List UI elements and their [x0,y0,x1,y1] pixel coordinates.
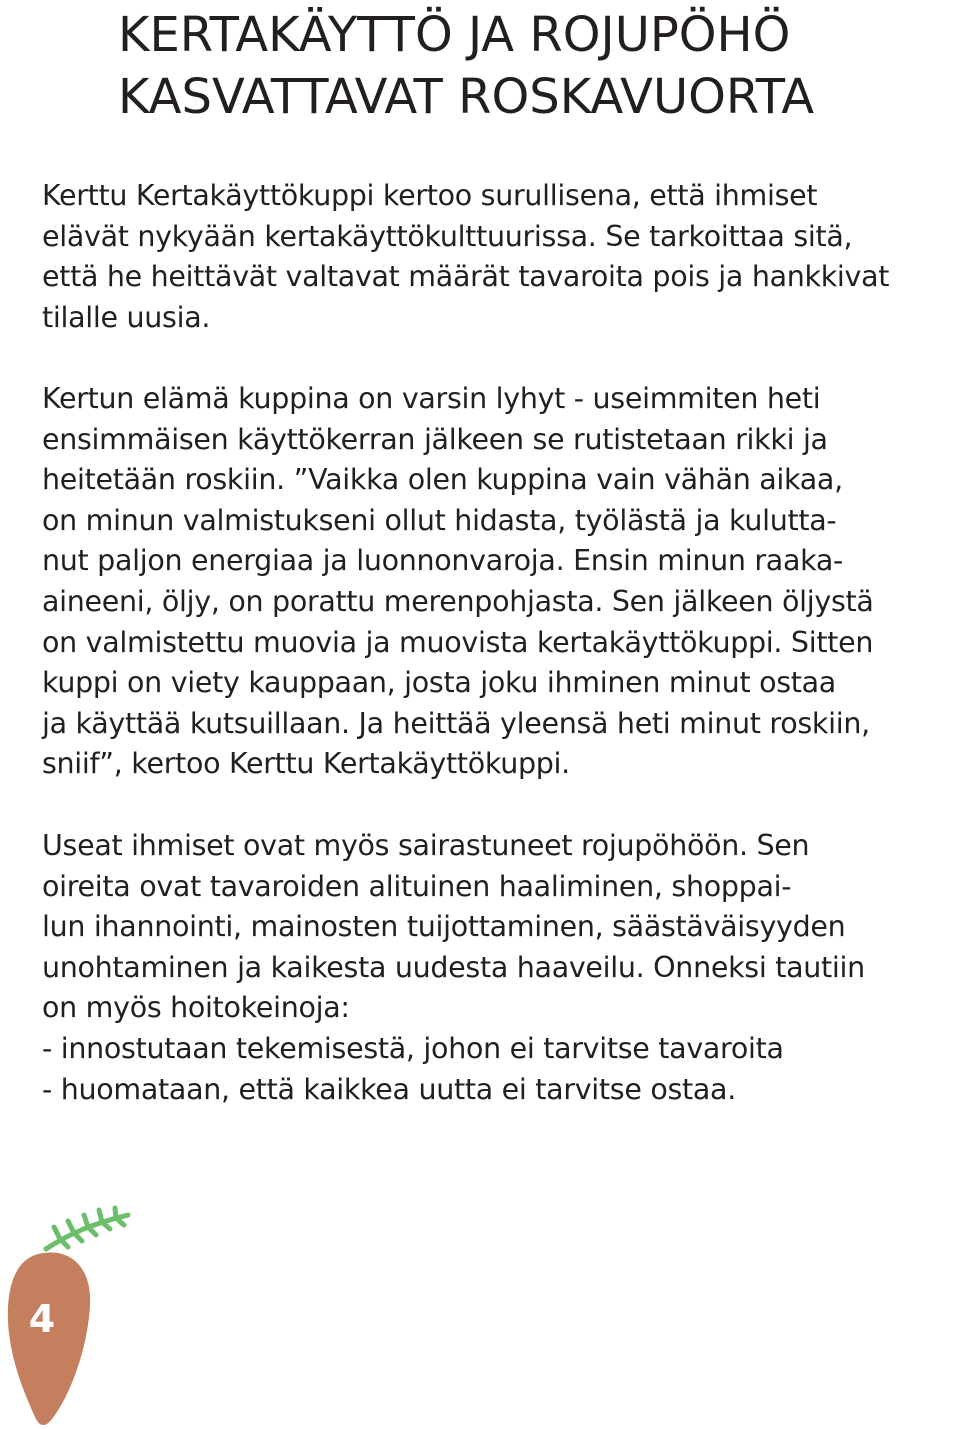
text-line: että he heittävät valtavat määrät tavaroita pois ja hankkivat [42,260,890,294]
text-line: Kertun elämä kuppina on varsin lyhyt - useimmiten heti [42,382,821,415]
paragraph-stuff-bloat [42,826,960,1110]
list-item: - innostutaan tekemisestä, johon ei tarvitse tavaroita [42,1031,784,1065]
text-line: Kerttu Kertakäyttökuppi kertoo surullisena, että ihmiset [42,179,818,212]
carrot-leaves [46,1208,128,1249]
title-line: KERTAKÄYTTÖ JA ROJUPÖHÖ [118,7,791,63]
text-line: ensimmäisen käyttökerran jälkeen se rutistetaan rikki ja [42,422,828,456]
text-line: nut paljon energiaa ja luonnonvaroja. Ensin minun raaka- [42,544,843,578]
paragraph-cup-story [42,379,960,785]
text-line: on minun valmistukseni ollut hidasta, työlästä ja kulutta- [42,503,837,537]
text-line: Useat ihmiset ovat myös sairastuneet rojupöhöön. Sen [42,829,810,862]
text-line: tilalle uusia. [42,300,211,334]
text-line: kuppi on viety kauppaan, josta joku ihminen minut ostaa [42,666,836,700]
text-line: elävät nykyään kertakäyttökulttuurissa. Se tarkoittaa sitä, [42,219,853,253]
paragraph-intro [42,176,960,338]
title-line: KASVATTAVAT ROSKAVUORTA [118,69,815,125]
page-number: 4 [28,1297,56,1341]
list-item: - huomataan, että kaikkea uutta ei tarvitse ostaa. [42,1072,736,1106]
text-line: lun ihannointi, mainosten tuijottaminen, säästäväisyyden [42,910,846,944]
text-line: aineeni, öljy, on porattu merenpohjasta. Sen jälkeen öljystä [42,584,874,618]
text-line: unohtaminen ja kaikesta uudesta haaveilu. Onneksi tautiin [42,950,865,984]
text-line: ja käyttää kutsuillaan. Ja heittää yleensä heti minut roskiin, [42,706,870,740]
text-line: oireita ovat tavaroiden alituinen haaliminen, shoppai- [42,869,792,903]
carrot-icon [0,1205,140,1429]
text-line: on valmistettu muovia ja muovista kertakäyttökuppi. Sitten [42,625,874,659]
text-line: sniif”, kertoo Kerttu Kertakäyttökuppi. [42,747,570,781]
text-line: heitetään roskiin. ”Vaikka olen kuppina vain vähän aikaa, [42,463,843,497]
text-line: on myös hoitokeinoja: [42,991,350,1025]
page-title [118,4,918,128]
